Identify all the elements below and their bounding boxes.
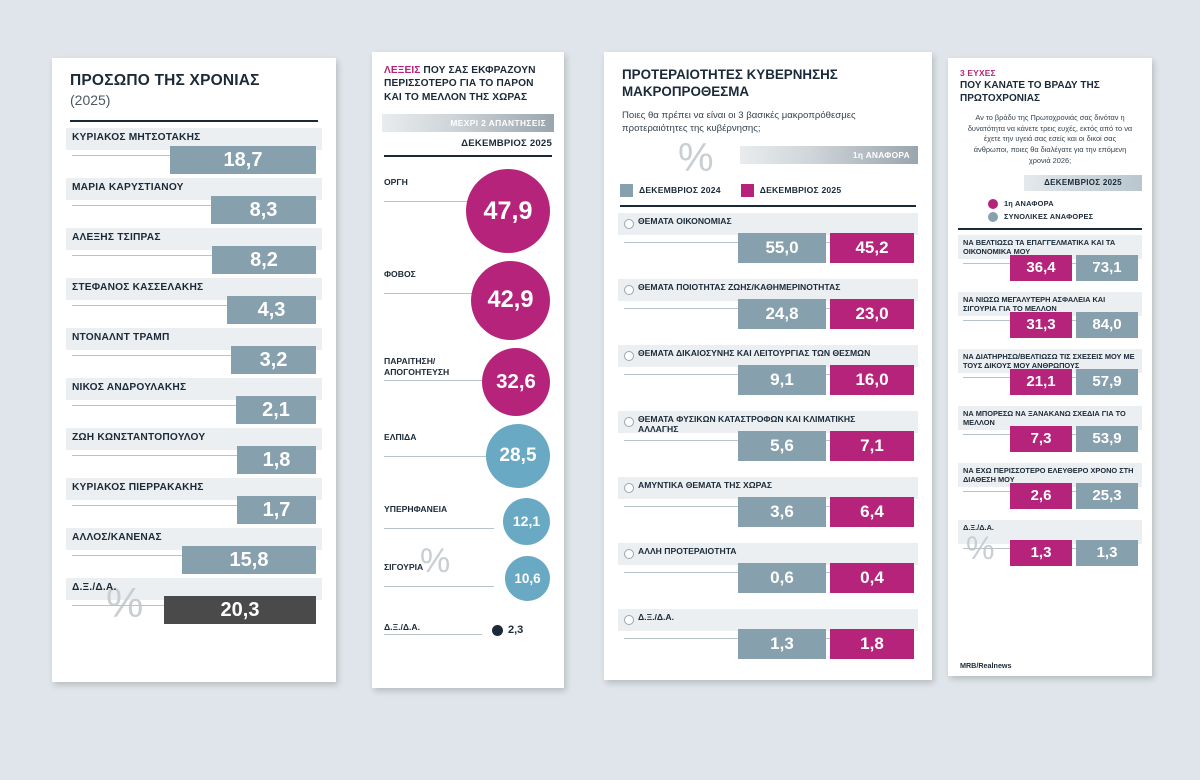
table-row bbox=[66, 174, 322, 224]
panel3-rows bbox=[604, 211, 932, 673]
table-row bbox=[66, 424, 322, 474]
table-row bbox=[618, 541, 918, 607]
page-title: ΠΡΟΣΩΠΟ ΤΗΣ ΧΡΟΝΙΑΣ bbox=[70, 72, 260, 89]
bubble-label: ΣΙΓΟΥΡΙΑ bbox=[384, 561, 424, 572]
row-label: Δ.Ξ./Δ.Α. bbox=[638, 611, 675, 622]
panel1-header bbox=[52, 58, 336, 114]
bar-total-mentions: 73,1 bbox=[1076, 255, 1138, 281]
table-row bbox=[618, 277, 918, 343]
table-row bbox=[618, 343, 918, 409]
table-row bbox=[66, 274, 322, 324]
bubble-row bbox=[382, 541, 554, 608]
row-bar: 20,3 bbox=[164, 596, 316, 624]
panel2-title-highlight: ΛΕΞΕΙΣ bbox=[384, 65, 421, 76]
table-row bbox=[66, 374, 322, 424]
legend-item bbox=[988, 199, 1142, 209]
table-row bbox=[66, 224, 322, 274]
bar-total-mentions: 57,9 bbox=[1076, 369, 1138, 395]
table-row bbox=[958, 404, 1142, 461]
row-label: ΘΕΜΑΤΑ ΠΟΙΟΤΗΤΑΣ ΖΩΗΣ/ΚΑΘΗΜΕΡΙΝΟΤΗΤΑΣ bbox=[638, 281, 841, 292]
bar-first-mention: 21,1 bbox=[1010, 369, 1072, 395]
row-bar: 1,8 bbox=[237, 446, 316, 474]
bullet-icon bbox=[624, 417, 634, 427]
legend-label: ΔΕΚΕΜΒΡΙΟΣ 2024 bbox=[639, 185, 721, 196]
row-label: Δ.Ξ./Δ.Α. bbox=[72, 582, 117, 593]
panel-three-wishes bbox=[948, 58, 1152, 676]
source-label: MRB/Realnews bbox=[960, 661, 1012, 670]
bubble-value: 42,9 bbox=[471, 261, 550, 340]
table-row bbox=[958, 461, 1142, 518]
bar-first-mention: 31,3 bbox=[1010, 312, 1072, 338]
row-label: ΝΑ ΜΠΟΡΕΣΩ ΝΑ ΞΑΝΑΚΑΝΩ ΣΧΕΔΙΑ ΓΙΑ ΤΟ ΜΕΛΛΟΝ bbox=[963, 408, 1126, 428]
bar-2024: 55,0 bbox=[738, 233, 826, 263]
leader-line bbox=[384, 634, 482, 635]
legend-item bbox=[741, 184, 842, 197]
bullet-icon bbox=[624, 549, 634, 559]
panel3-chip-area bbox=[618, 135, 918, 180]
row-bar: 4,3 bbox=[227, 296, 316, 324]
panel2-date: ΔΕΚΕΜΒΡΙΟΣ 2025 bbox=[461, 138, 552, 150]
row-label: ΖΩΗ ΚΩΝΣΤΑΝΤΟΠΟΥΛΟΥ bbox=[72, 432, 206, 443]
bar-2025: 7,1 bbox=[830, 431, 914, 461]
bar-total-mentions: 53,9 bbox=[1076, 426, 1138, 452]
panel3-note-text: 1η ΑΝΑΦΟΡΑ bbox=[852, 149, 910, 160]
table-row bbox=[958, 518, 1142, 575]
bar-first-mention: 2,6 bbox=[1010, 483, 1072, 509]
bar-2024: 9,1 bbox=[738, 365, 826, 395]
bullet-icon bbox=[624, 615, 634, 625]
panel2-rows bbox=[372, 165, 564, 608]
leader-line bbox=[384, 380, 494, 381]
bubble-row bbox=[382, 257, 554, 344]
legend-label: ΔΕΚΕΜΒΡΙΟΣ 2025 bbox=[759, 185, 842, 196]
panel2-note-chip bbox=[382, 114, 554, 132]
bubble-value: 28,5 bbox=[486, 424, 550, 488]
bullet-icon bbox=[624, 285, 634, 295]
bullet-icon bbox=[624, 351, 634, 361]
bar-2025: 45,2 bbox=[830, 233, 914, 263]
row-label: ΚΥΡΙΑΚΟΣ ΠΙΕΡΡΑΚΑΚΗΣ bbox=[72, 482, 204, 493]
legend-swatch bbox=[988, 199, 998, 209]
bar-2025: 6,4 bbox=[830, 497, 914, 527]
panel3-title: ΠΡΟΤΕΡΑΙΟΤΗΤΕΣ ΚΥΒΕΡΝΗΣΗΣ ΜΑΚΡΟΠΡΟΘΕΣΜΑ bbox=[622, 67, 838, 100]
bar-2025: 1,8 bbox=[830, 629, 914, 659]
panel1-rows bbox=[52, 124, 336, 624]
panel-person-of-the-year bbox=[52, 58, 336, 682]
bar-total-mentions: 84,0 bbox=[1076, 312, 1138, 338]
legend-item bbox=[620, 184, 721, 197]
bar-2024: 5,6 bbox=[738, 431, 826, 461]
row-label: ΑΛΛΟΣ/ΚΑΝΕΝΑΣ bbox=[72, 532, 162, 543]
bar-total-mentions: 1,3 bbox=[1076, 540, 1138, 566]
percent-symbol: % bbox=[106, 579, 144, 626]
bubble-label: ΠΑΡΑΙΤΗΣΗ/ ΑΠΟΓΟΗΤΕΥΣΗ bbox=[384, 356, 450, 377]
panel3-header bbox=[604, 52, 932, 136]
table-row bbox=[66, 474, 322, 524]
table-row bbox=[618, 211, 918, 277]
bar-first-mention: 36,4 bbox=[1010, 255, 1072, 281]
bar-2025: 0,4 bbox=[830, 563, 914, 593]
table-row bbox=[66, 524, 322, 574]
bubble-row bbox=[382, 492, 554, 550]
panel3-legend bbox=[604, 180, 932, 197]
row-label: ΝΙΚΟΣ ΑΝΔΡΟΥΛΑΚΗΣ bbox=[72, 382, 187, 393]
panel3-note-chip bbox=[740, 146, 918, 164]
panel4-legend bbox=[948, 191, 1152, 222]
row-bar: 18,7 bbox=[170, 146, 316, 174]
row-bar: 1,7 bbox=[237, 496, 316, 524]
table-row bbox=[958, 347, 1142, 404]
panel2-dk-row bbox=[372, 608, 564, 648]
percent-symbol: % bbox=[678, 135, 714, 180]
bubble-label: ΟΡΓΗ bbox=[384, 177, 408, 188]
bar-2025: 16,0 bbox=[830, 365, 914, 395]
row-bar: 15,8 bbox=[182, 546, 316, 574]
legend-item bbox=[988, 212, 1142, 222]
panel-government-priorities bbox=[604, 52, 932, 680]
panel2-dk-value: 2,3 bbox=[508, 623, 524, 636]
row-label: ΘΕΜΑΤΑ ΔΙΚΑΙΟΣΥΝΗΣ ΚΑΙ ΛΕΙΤΟΥΡΓΙΑΣ ΤΩΝ ΘΕΣΜΩΝ bbox=[638, 347, 871, 358]
table-row bbox=[66, 574, 322, 624]
bubble-label: ΥΠΕΡΗΦΑΝΕΙΑ bbox=[384, 503, 448, 514]
legend-swatch bbox=[741, 184, 754, 197]
row-bar: 3,2 bbox=[231, 346, 316, 374]
table-row bbox=[618, 409, 918, 475]
bar-2024: 3,6 bbox=[738, 497, 826, 527]
percent-symbol: % bbox=[420, 541, 451, 580]
panel1-subtitle: (2025) bbox=[70, 92, 111, 108]
divider bbox=[384, 155, 552, 157]
panel2-title bbox=[384, 64, 552, 104]
row-label: ΘΕΜΑΤΑ ΟΙΚΟΝΟΜΙΑΣ bbox=[638, 215, 732, 226]
legend-swatch bbox=[620, 184, 633, 197]
leader-line bbox=[384, 586, 494, 587]
leader-line bbox=[384, 528, 494, 529]
bubble-row bbox=[382, 420, 554, 492]
bar-2025: 23,0 bbox=[830, 299, 914, 329]
panel4-rows bbox=[948, 233, 1152, 575]
bar-total-mentions: 25,3 bbox=[1076, 483, 1138, 509]
row-label: ΜΑΡΙΑ ΚΑΡΥΣΤΙΑΝΟΥ bbox=[72, 182, 184, 193]
table-row bbox=[66, 124, 322, 174]
table-row bbox=[958, 233, 1142, 290]
row-label: ΝΤΟΝΑΛΝΤ ΤΡΑΜΠ bbox=[72, 332, 170, 343]
bubble-value: 47,9 bbox=[466, 169, 550, 253]
table-row bbox=[958, 290, 1142, 347]
row-label: ΘΕΜΑΤΑ ΦΥΣΙΚΩΝ ΚΑΤΑΣΤΡΟΦΩΝ ΚΑΙ ΚΛΙΜΑΤΙΚΗΣ ΑΛΛΑΓΗΣ bbox=[638, 413, 856, 435]
bullet-icon bbox=[624, 483, 634, 493]
bar-2024: 1,3 bbox=[738, 629, 826, 659]
row-label: ΝΑ ΕΧΩ ΠΕΡΙΣΣΟΤΕΡΟ ΕΛΕΥΘΕΡΟ ΧΡΟΝΟ ΣΤΗ ΔΙΑΘΕΣΗ ΜΟΥ bbox=[963, 465, 1134, 485]
leader-line bbox=[384, 456, 494, 457]
table-row bbox=[66, 324, 322, 374]
panel2-dk-label: Δ.Ξ./Δ.Α. bbox=[384, 621, 421, 632]
row-label: ΑΛΛΗ ΠΡΟΤΕΡΑΙΟΤΗΤΑ bbox=[638, 545, 737, 556]
row-label: ΚΥΡΙΑΚΟΣ ΜΗΤΣΟΤΑΚΗΣ bbox=[72, 132, 201, 143]
panel3-question: Ποιες θα πρέπει να είναι οι 3 βασικές μακροπρόθεσμες προτεραιότητες της κυβέρνησης; bbox=[622, 109, 856, 135]
panel2-dk-dot bbox=[492, 625, 503, 636]
divider bbox=[70, 120, 318, 122]
panel2-header bbox=[372, 52, 564, 104]
row-label: Δ.Ξ./Δ.Α. bbox=[963, 522, 994, 532]
row-label: ΣΤΕΦΑΝΟΣ ΚΑΣΣΕΛΑΚΗΣ bbox=[72, 282, 204, 293]
table-row bbox=[618, 475, 918, 541]
bubble-value: 12,1 bbox=[503, 498, 550, 545]
panel2-title-rest: ΠΟΥ ΣΑΣ ΕΚΦΡΑΖΟΥΝ ΠΕΡΙΣΣΟΤΕΡΟ ΓΙΑ ΤΟ ΠΑΡΟΝ ΚΑΙ ΤΟ ΜΕΛΛΟΝ ΤΗΣ ΧΩΡΑΣ bbox=[384, 65, 536, 103]
panel4-title-top: 3 ΕΥΧΕΣ bbox=[960, 68, 996, 78]
panel4-question: Αν το βράδυ της Πρωτοχρονιάς σας δινόταν η δυνατότητα να κάνετε τρεις ευχές, εκτός από το να έχετε την υγειά σας εσείς και οι δικοί σας άνθρωποι, ποιες θα διαλέγατε για την επόμενη χρονιά 2026; bbox=[967, 113, 1133, 165]
bar-2024: 0,6 bbox=[738, 563, 826, 593]
legend-label: ΣΥΝΟΛΙΚΕΣ ΑΝΑΦΟΡΕΣ bbox=[1004, 212, 1094, 222]
row-label: ΑΛΕΞΗΣ ΤΣΙΠΡΑΣ bbox=[72, 232, 161, 243]
bubble-value: 32,6 bbox=[482, 348, 550, 416]
panel2-note-text: ΜΕΧΡΙ 2 ΑΠΑΝΤΗΣΕΙΣ bbox=[450, 118, 546, 129]
panel4-date-chip bbox=[1024, 175, 1142, 191]
row-bar: 8,3 bbox=[211, 196, 316, 224]
panel-words bbox=[372, 52, 564, 688]
divider bbox=[620, 205, 916, 207]
row-bar: 8,2 bbox=[212, 246, 316, 274]
bullet-icon bbox=[624, 219, 634, 229]
row-label: ΑΜΥΝΤΙΚΑ ΘΕΜΑΤΑ ΤΗΣ ΧΩΡΑΣ bbox=[638, 479, 773, 490]
row-bar: 2,1 bbox=[236, 396, 316, 424]
legend-label: 1η ΑΝΑΦΟΡΑ bbox=[1004, 199, 1054, 209]
bubble-value: 10,6 bbox=[505, 556, 550, 601]
divider bbox=[958, 228, 1142, 230]
panel4-header bbox=[948, 58, 1152, 167]
row-label: ΝΑ ΔΙΑΤΗΡΗΣΩ/ΒΕΛΤΙΩΣΩ ΤΙΣ ΣΧΕΣΕΙΣ ΜΟΥ ΜΕ ΤΟΥΣ ΔΙΚΟΥΣ ΜΟΥ ΑΝΘΡΩΠΟΥΣ bbox=[963, 351, 1135, 371]
legend-swatch bbox=[988, 212, 998, 222]
bubble-label: ΦΟΒΟΣ bbox=[384, 269, 416, 280]
panel4-date-text: ΔΕΚΕΜΒΡΙΟΣ 2025 bbox=[1044, 178, 1122, 188]
table-row bbox=[618, 607, 918, 673]
percent-symbol: % bbox=[966, 529, 995, 566]
row-label: ΝΑ ΝΙΩΣΩ ΜΕΓΑΛΥΤΕΡΗ ΑΣΦΑΛΕΙΑ ΚΑΙ ΣΙΓΟΥΡΙΑ ΓΙΑ ΤΟ ΜΕΛΛΟΝ bbox=[963, 294, 1106, 314]
panel4-title-main: ΠΟΥ ΚΑΝΑΤΕ ΤΟ ΒΡΑΔΥ ΤΗΣ ΠΡΩΤΟΧΡΟΝΙΑΣ bbox=[960, 80, 1100, 104]
bubble-row bbox=[382, 165, 554, 257]
bar-first-mention: 1,3 bbox=[1010, 540, 1072, 566]
bubble-row bbox=[382, 344, 554, 420]
bubble-label: ΕΛΠΙΔΑ bbox=[384, 432, 417, 443]
bar-2024: 24,8 bbox=[738, 299, 826, 329]
row-label: ΝΑ ΒΕΛΤΙΩΣΩ ΤΑ ΕΠΑΓΓΕΛΜΑΤΙΚΑ ΚΑΙ ΤΑ ΟΙΚΟΝΟΜΙΚΑ ΜΟΥ bbox=[963, 237, 1116, 257]
bar-first-mention: 7,3 bbox=[1010, 426, 1072, 452]
